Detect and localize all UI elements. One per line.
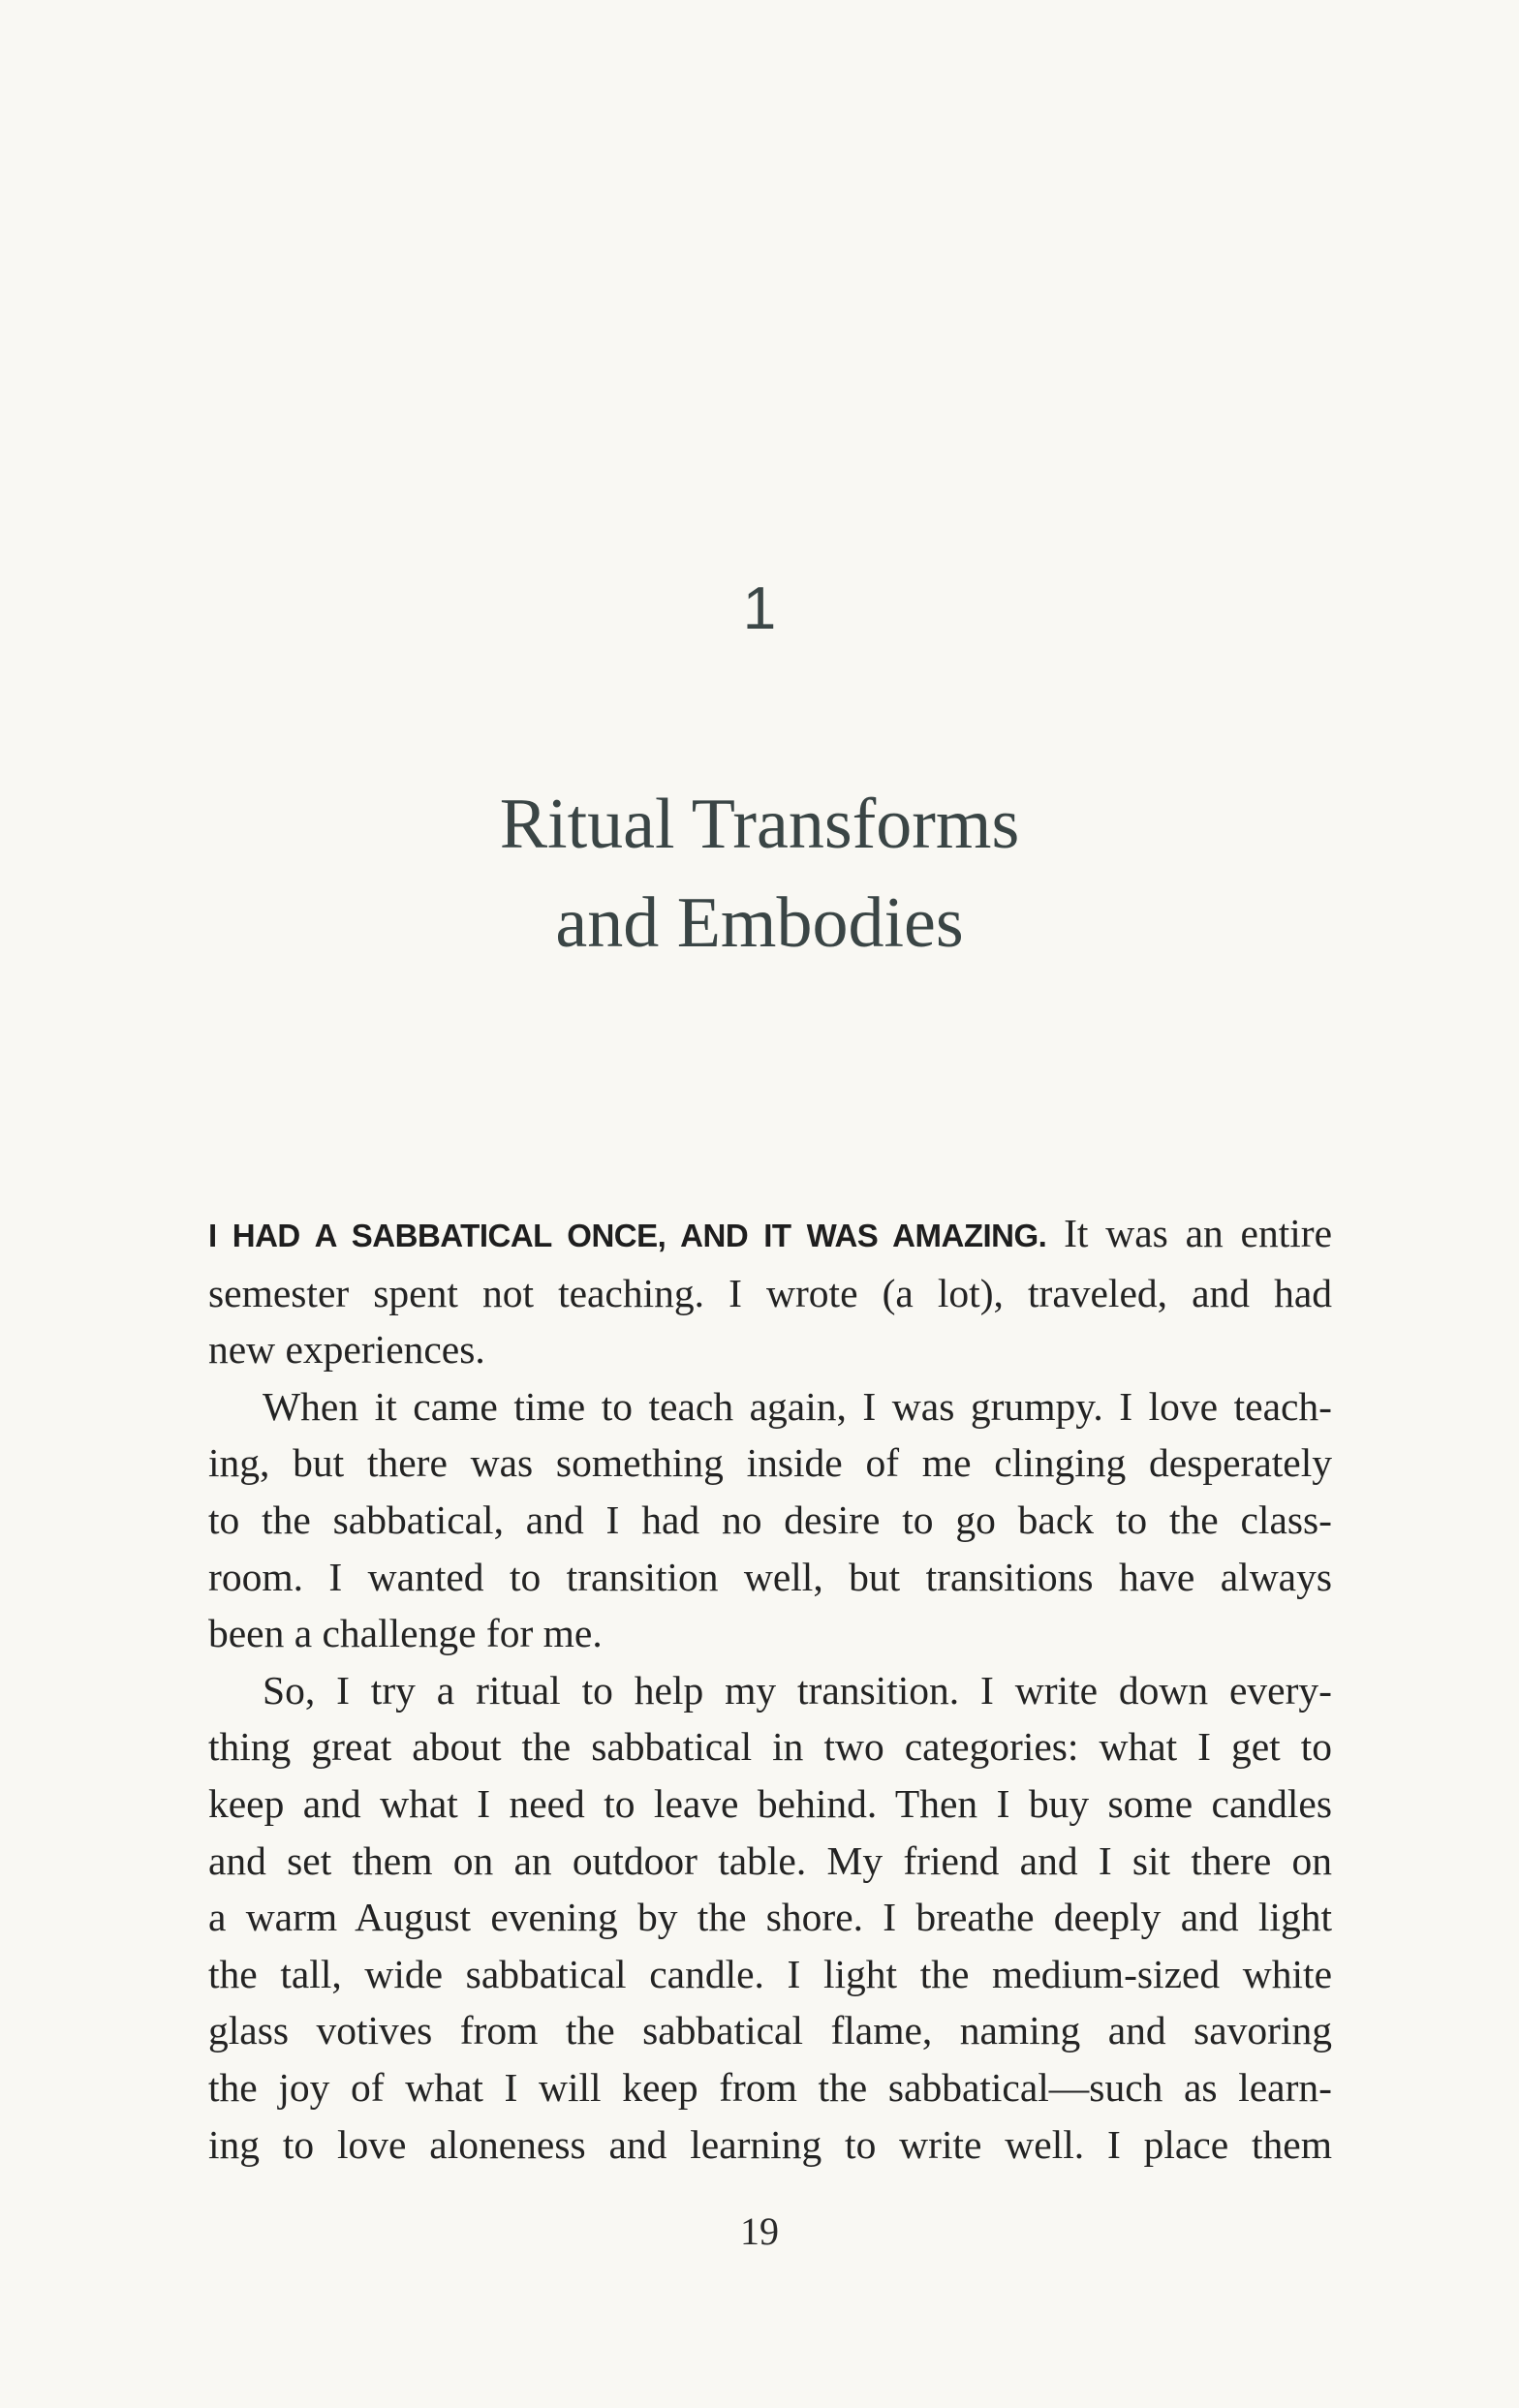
chapter-title-line-1: Ritual Transforms <box>499 785 1020 864</box>
paragraph-1-line-2: semester spent not teaching. I wrote (a lot), traveled, and had <box>208 1270 1332 1315</box>
paragraph-3-line-7: glass votives from the sabbatical flame, naming and savoring <box>208 2008 1332 2053</box>
paragraph-2-line-4: room. I wanted to transition well, but transitions have always <box>208 1554 1332 1599</box>
paragraph-1-line-3: new experiences. <box>208 1327 485 1373</box>
chapter-title-line-2: and Embodies <box>555 883 964 963</box>
paragraph-2-line-3: to the sabbatical, and I had no desire to go back to the class- <box>208 1497 1332 1542</box>
paragraph-3-line-5: a warm August evening by the shore. I breathe deeply and light <box>208 1895 1332 1940</box>
chapter-number: 1 <box>742 575 777 642</box>
lead-in: I HAD A SABBATICAL ONCE, AND IT WAS AMAZING. <box>208 1218 1047 1253</box>
paragraph-3-line-6: the tall, wide sabbatical candle. I light the medium-sized white <box>208 1951 1332 1996</box>
paragraph-2-line-1: When it came time to teach again, I was grumpy. I love teach- <box>263 1383 1332 1429</box>
paragraph-3-line-3: keep and what I need to leave behind. Then I buy some candles <box>208 1780 1332 1826</box>
paragraph-3-line-4: and set them on an outdoor table. My friend and I sit there on <box>208 1837 1332 1883</box>
paragraph-1-line-1-rest: It was an entire <box>1046 1211 1333 1255</box>
chapter-title <box>0 775 1519 972</box>
paragraph-3-line-1: So, I try a ritual to help my transition. I write down every- <box>263 1667 1332 1713</box>
paragraph-3-line-2: thing great about the sabbatical in two categories: what I get to <box>208 1724 1332 1770</box>
paragraph-1-line-1 <box>208 1205 1332 1265</box>
page-number: 19 <box>740 2209 779 2253</box>
paragraph-3-line-8: the joy of what I will keep from the sabbatical—such as learn- <box>208 2064 1332 2110</box>
paragraph-3-line-9: ing to love aloneness and learning to write well. I place them <box>208 2121 1332 2167</box>
body-text <box>208 1205 1332 2173</box>
paragraph-2-line-5: been a challenge for me. <box>208 1611 603 1656</box>
paragraph-2-line-2: ing, but there was something inside of me clinging desperately <box>208 1440 1332 1486</box>
